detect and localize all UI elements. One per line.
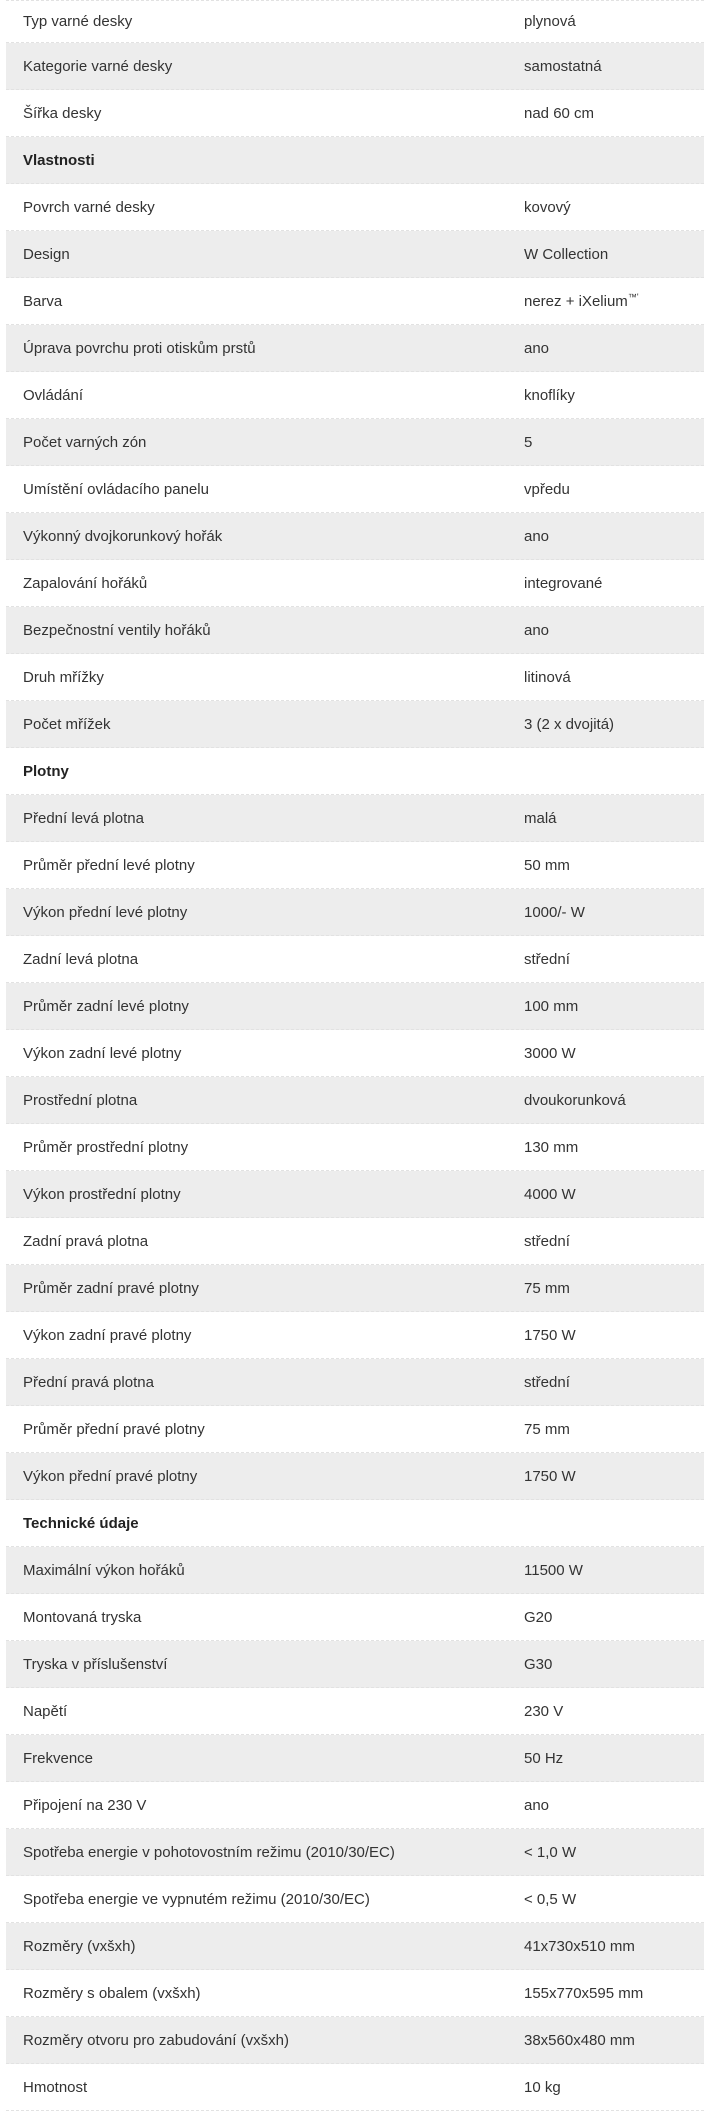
- spec-label: Kategorie varné desky: [23, 57, 173, 75]
- spec-row: [6, 1, 704, 43]
- spec-value-text: 3000 W: [524, 1044, 576, 1062]
- spec-row: [6, 372, 704, 419]
- spec-row: [6, 1453, 704, 1500]
- spec-row: [6, 1876, 704, 1923]
- spec-row: [6, 936, 704, 983]
- spec-value: [524, 622, 549, 639]
- spec-value: [524, 481, 570, 498]
- spec-row: [6, 1359, 704, 1406]
- spec-label: Spotřeba energie ve vypnutém režimu (2010/30/EC): [23, 1890, 370, 1908]
- spec-row: [6, 1970, 704, 2017]
- spec-value: [524, 2079, 561, 2096]
- spec-value-text: ano: [524, 621, 550, 639]
- spec-value: [524, 340, 549, 357]
- spec-label: Hmotnost: [23, 2078, 88, 2096]
- spec-label: Výkon přední levé plotny: [23, 903, 188, 921]
- spec-row: [6, 1077, 704, 1124]
- spec-value: [524, 2032, 635, 2049]
- spec-label: Výkon prostřední plotny: [23, 1185, 181, 1203]
- spec-value: [524, 1656, 552, 1673]
- spec-value-text: integrované: [524, 574, 603, 592]
- spec-row: [6, 1406, 704, 1453]
- spec-label: Rozměry (vxšxh): [23, 1937, 136, 1955]
- spec-label: Barva: [23, 292, 63, 310]
- spec-value-text: střední: [524, 1373, 570, 1391]
- section-heading: Technické údaje: [23, 1514, 139, 1532]
- spec-value: [524, 575, 602, 592]
- spec-row: [6, 889, 704, 936]
- spec-value: [524, 1233, 570, 1250]
- spec-value: [524, 293, 639, 310]
- specification-table: [6, 0, 704, 2111]
- spec-value: [524, 1421, 570, 1438]
- section-heading-row: [6, 137, 704, 184]
- spec-label: Bezpečnostní ventily hořáků: [23, 621, 211, 639]
- spec-label: Zapalování hořáků: [23, 574, 148, 592]
- spec-label: Průměr zadní levé plotny: [23, 997, 189, 1015]
- spec-value: [524, 434, 532, 451]
- spec-value: [524, 199, 571, 216]
- spec-value-text: < 1,0 W: [524, 1843, 577, 1861]
- spec-label: Výkon zadní levé plotny: [23, 1044, 182, 1062]
- spec-row: [6, 1547, 704, 1594]
- spec-row: [6, 983, 704, 1030]
- spec-row: [6, 1030, 704, 1077]
- spec-value: [524, 387, 575, 404]
- spec-value-text: 11500 W: [524, 1561, 583, 1579]
- spec-value-text: vpředu: [524, 480, 570, 498]
- spec-row: [6, 419, 704, 466]
- spec-label: Tryska v příslušenství: [23, 1655, 168, 1673]
- spec-value-text: 75 mm: [524, 1420, 570, 1438]
- spec-value: [524, 1045, 576, 1062]
- spec-row: [6, 701, 704, 748]
- spec-row: [6, 1265, 704, 1312]
- spec-value-text: samostatná: [524, 57, 602, 75]
- spec-value-text: litinová: [524, 668, 571, 686]
- spec-row: [6, 1124, 704, 1171]
- spec-label: Frekvence: [23, 1749, 94, 1767]
- spec-value: [524, 105, 594, 122]
- spec-row: [6, 1923, 704, 1970]
- spec-label: Maximální výkon hořáků: [23, 1561, 185, 1579]
- spec-value: [524, 1609, 552, 1626]
- spec-value-text: 50 Hz: [524, 1749, 564, 1767]
- spec-value: [524, 246, 608, 263]
- spec-label: Spotřeba energie v pohotovostním režimu (2010/30/EC): [23, 1843, 395, 1861]
- spec-row: [6, 1782, 704, 1829]
- spec-value: [524, 998, 578, 1015]
- section-heading-row: [6, 1500, 704, 1547]
- spec-value: [524, 951, 570, 968]
- spec-label: Výkonný dvojkorunkový hořák: [23, 527, 223, 545]
- spec-value: [524, 669, 571, 686]
- spec-value-text: kovový: [524, 198, 571, 216]
- spec-row: [6, 2064, 704, 2111]
- spec-value-text: 4000 W: [524, 1185, 576, 1203]
- spec-row: [6, 466, 704, 513]
- section-heading: Plotny: [23, 762, 69, 780]
- spec-label: Napětí: [23, 1702, 68, 1720]
- spec-value-text: plynová: [524, 13, 576, 30]
- spec-row: [6, 1829, 704, 1876]
- spec-value: [524, 1327, 576, 1344]
- spec-row: [6, 2017, 704, 2064]
- spec-label: Design: [23, 245, 70, 263]
- spec-value-text: 1750 W: [524, 1467, 576, 1485]
- spec-value: [524, 1985, 643, 2002]
- spec-value-text: 41x730x510 mm: [524, 1937, 635, 1955]
- spec-value-text: střední: [524, 950, 570, 968]
- spec-value: [524, 1468, 576, 1485]
- spec-row: [6, 1594, 704, 1641]
- section-heading-row: [6, 748, 704, 795]
- spec-label: Připojení na 230 V: [23, 1796, 147, 1814]
- spec-value-text: 100 mm: [524, 997, 579, 1015]
- spec-label: Úprava povrchu proti otiskům prstů: [23, 339, 256, 357]
- spec-label: Typ varné desky: [23, 13, 133, 30]
- spec-row: [6, 231, 704, 278]
- spec-label: Rozměry s obalem (vxšxh): [23, 1984, 201, 2002]
- spec-label: Průměr přední pravé plotny: [23, 1420, 205, 1438]
- spec-value: [524, 1092, 626, 1109]
- spec-row: [6, 278, 704, 325]
- spec-row: [6, 1688, 704, 1735]
- spec-label: Zadní pravá plotna: [23, 1232, 149, 1250]
- spec-label: Výkon přední pravé plotny: [23, 1467, 198, 1485]
- spec-value: [524, 13, 576, 30]
- spec-label: Výkon zadní pravé plotny: [23, 1326, 192, 1344]
- spec-label: Průměr zadní pravé plotny: [23, 1279, 199, 1297]
- spec-value-text: ano: [524, 527, 550, 545]
- spec-label: Přední levá plotna: [23, 809, 144, 827]
- spec-value: [524, 1562, 583, 1579]
- spec-label: Povrch varné desky: [23, 198, 155, 216]
- spec-row: [6, 1171, 704, 1218]
- spec-value: [524, 1374, 570, 1391]
- spec-row: [6, 1641, 704, 1688]
- spec-value-text: dvoukorunková: [524, 1091, 626, 1109]
- spec-row: [6, 184, 704, 231]
- spec-value-text: 38x560x480 mm: [524, 2031, 635, 2049]
- spec-value: [524, 810, 557, 827]
- spec-value-text: 50 mm: [524, 856, 570, 874]
- spec-value-text: 3 (2 x dvojitá): [524, 715, 615, 733]
- spec-value-text: ano: [524, 1796, 550, 1814]
- spec-value: [524, 1938, 635, 1955]
- spec-value: [524, 1750, 563, 1767]
- spec-value-text: střední: [524, 1232, 570, 1250]
- spec-value-text: nerez + iXelium: [524, 292, 628, 310]
- spec-label: Montovaná tryska: [23, 1608, 142, 1626]
- spec-value-text: 130 mm: [524, 1138, 579, 1156]
- spec-label: Počet varných zón: [23, 433, 147, 451]
- spec-row: [6, 43, 704, 90]
- spec-value: [524, 1844, 576, 1861]
- spec-value-text: 155x770x595 mm: [524, 1984, 644, 2002]
- spec-row: [6, 325, 704, 372]
- spec-value-text: knoflíky: [524, 386, 575, 404]
- spec-value: [524, 857, 570, 874]
- spec-label: Rozměry otvoru pro zabudování (vxšxh): [23, 2031, 289, 2049]
- spec-value-text: 1750 W: [524, 1326, 576, 1344]
- spec-value-text: 230 V: [524, 1702, 564, 1720]
- spec-row: [6, 795, 704, 842]
- spec-value-text: ano: [524, 339, 550, 357]
- spec-value: [524, 1703, 563, 1720]
- spec-label: Průměr přední levé plotny: [23, 856, 195, 874]
- spec-label: Šířka desky: [23, 104, 102, 122]
- spec-row: [6, 560, 704, 607]
- spec-row: [6, 1735, 704, 1782]
- spec-row: [6, 654, 704, 701]
- spec-value: [524, 1797, 549, 1814]
- spec-value-text: G30: [524, 1655, 553, 1673]
- spec-label: Přední pravá plotna: [23, 1373, 154, 1391]
- spec-value-text: W Collection: [524, 245, 609, 263]
- section-heading: Vlastnosti: [23, 151, 95, 169]
- spec-value: [524, 1891, 576, 1908]
- trademark-superscript: ™': [627, 291, 639, 302]
- spec-value-text: G20: [524, 1608, 553, 1626]
- spec-value: [524, 1280, 570, 1297]
- spec-label: Průměr prostřední plotny: [23, 1138, 189, 1156]
- spec-row: [6, 90, 704, 137]
- spec-row: [6, 1218, 704, 1265]
- spec-value-text: 1000/- W: [524, 903, 585, 921]
- spec-value-text: malá: [524, 809, 557, 827]
- spec-value: [524, 1186, 576, 1203]
- spec-label: Počet mřížek: [23, 715, 111, 733]
- spec-label: Zadní levá plotna: [23, 950, 139, 968]
- spec-value: [524, 904, 585, 921]
- spec-row: [6, 607, 704, 654]
- spec-value: [524, 716, 614, 733]
- spec-label: Druh mřížky: [23, 668, 104, 686]
- spec-value: [524, 58, 602, 75]
- spec-value-text: 10 kg: [524, 2078, 561, 2096]
- spec-label: Ovládání: [23, 386, 84, 404]
- spec-value-text: 5: [524, 433, 533, 451]
- spec-row: [6, 842, 704, 889]
- spec-value-text: nad 60 cm: [524, 104, 595, 122]
- spec-row: [6, 1312, 704, 1359]
- spec-row: [6, 513, 704, 560]
- spec-value-text: 75 mm: [524, 1279, 570, 1297]
- spec-label: Umístění ovládacího panelu: [23, 480, 209, 498]
- spec-value: [524, 528, 549, 545]
- spec-value: [524, 1139, 578, 1156]
- spec-value-text: < 0,5 W: [524, 1890, 577, 1908]
- spec-label: Prostřední plotna: [23, 1091, 138, 1109]
